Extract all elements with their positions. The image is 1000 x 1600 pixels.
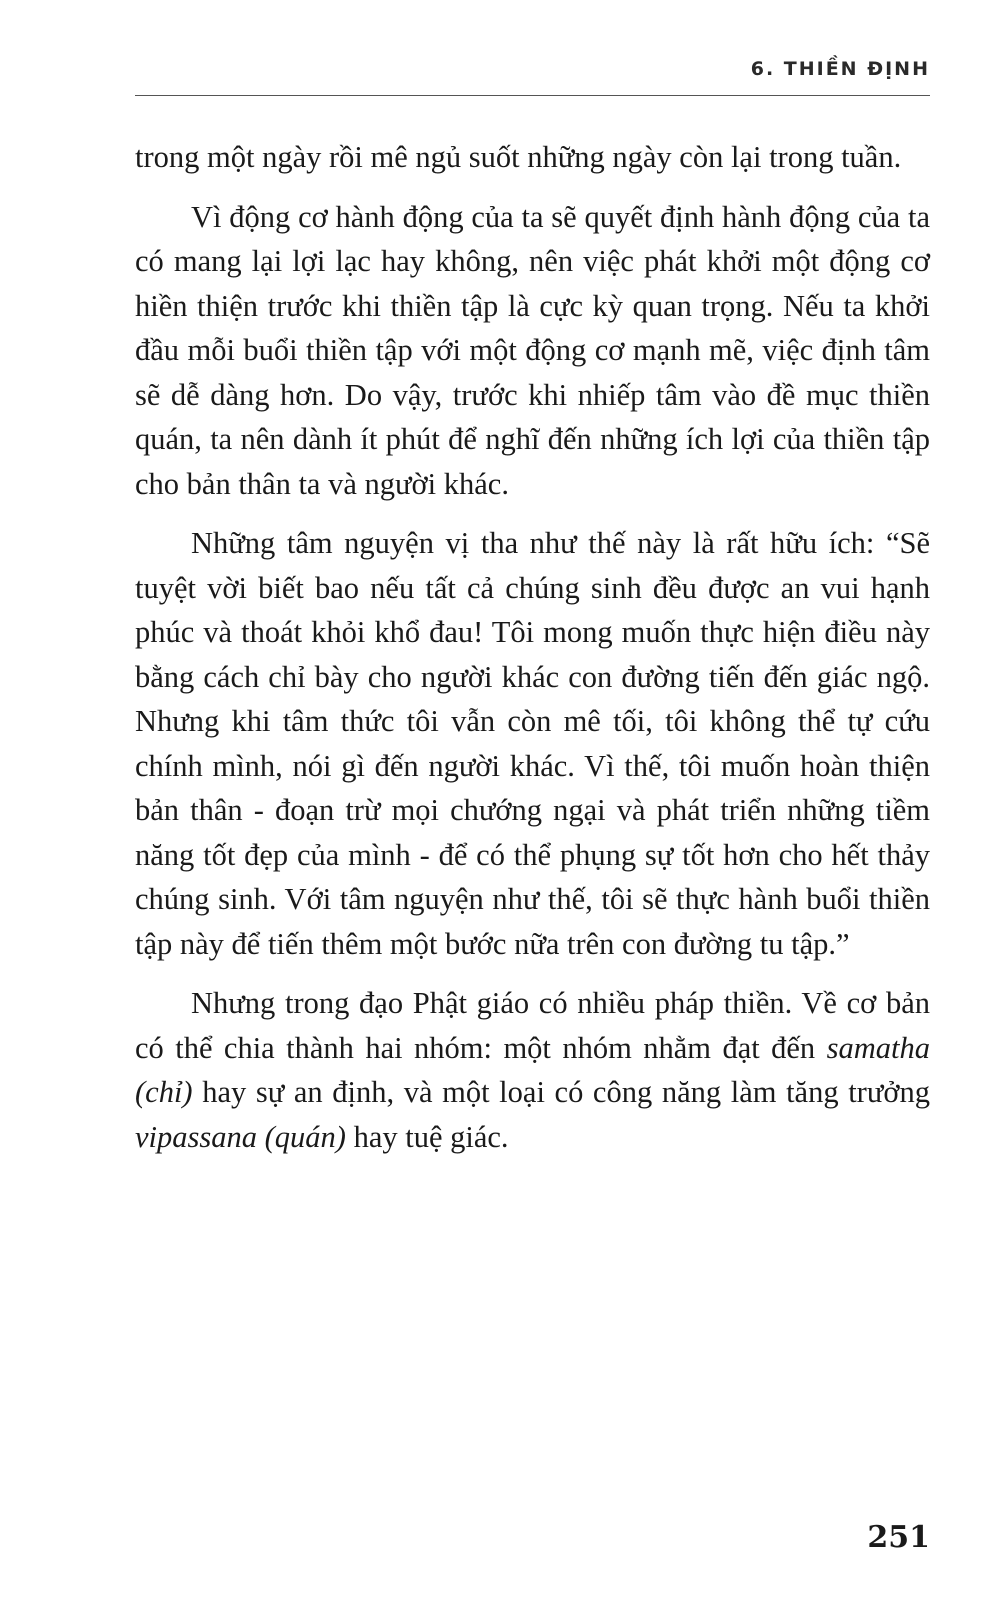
italic-term-samatha: samatha (chỉ) bbox=[135, 1030, 930, 1109]
paragraph-continuation: trong một ngày rồi mê ngủ suốt những ngày còn lại trong tuần. bbox=[135, 140, 902, 174]
body-text bbox=[135, 135, 930, 1159]
italic-term-vipassana: vipassana (quán) bbox=[135, 1119, 346, 1154]
paragraph bbox=[135, 981, 930, 1159]
paragraph: Những tâm nguyện vị tha như thế này là rất hữu ích: “Sẽ tuyệt vời biết bao nếu tất cả chúng sinh đều được an vui hạnh phúc và thoát khỏi khổ đau! Tôi mong muốn thực hiện điều này bằng cách chỉ bày cho người khác con đường tiến đến giác ngộ. Nhưng khi tâm thức tôi vẫn còn mê tối, tôi không thể tự cứu chính mình, nói gì đến người khác. Vì thế, tôi muốn hoàn thiện bản thân - đoạn trừ mọi chướng ngại và phát triển những tiềm năng tốt đẹp của mình - để có thể phụng sự tốt hơn cho hết thảy chúng sinh. Với tâm nguyện như thế, tôi sẽ thực hành buổi thiền tập này để tiến thêm một bước nữa trên con đường tu tập.” bbox=[135, 526, 930, 961]
text-run: Nhưng trong đạo Phật giáo có nhiều pháp thiền. Về cơ bản có thể chia thành hai nhóm: một nhóm nhằm đạt đến bbox=[135, 986, 930, 1065]
paragraph: Vì động cơ hành động của ta sẽ quyết định hành động của ta có mang lại lợi lạc hay không, nên việc phát khởi một động cơ hiền thiện trước khi thiền tập là cực kỳ quan trọng. Nếu ta khởi đầu mỗi buổi thiền tập với một động cơ mạnh mẽ, việc định tâm sẽ dễ dàng hơn. Do vậy, trước khi nhiếp tâm vào đề mục thiền quán, ta nên dành ít phút để nghĩ đến những ích lợi của thiền tập cho bản thân ta và người khác. bbox=[135, 199, 930, 501]
text-run: hay sự an định, và một loại có công năng làm tăng trưởng bbox=[192, 1075, 930, 1109]
text-run: hay tuệ giác. bbox=[345, 1119, 509, 1154]
header-divider bbox=[135, 95, 930, 96]
page-number: 251 bbox=[867, 1520, 930, 1555]
running-header: 6. THIỀN ĐỊNH bbox=[750, 58, 930, 80]
